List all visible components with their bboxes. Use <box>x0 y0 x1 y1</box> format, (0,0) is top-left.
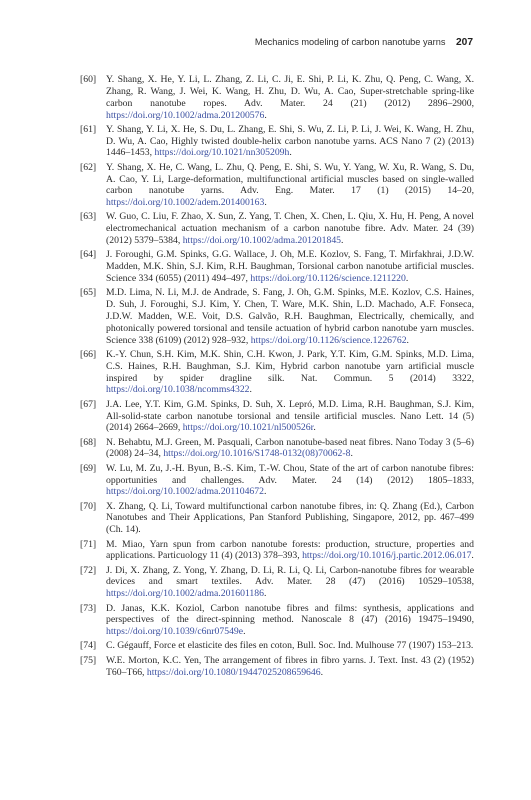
reference-end: . <box>320 666 323 678</box>
reference-text: C. Gégauff, Force et elasticite des files en coton, Bull. Soc. Ind. Mulhouse 77 (1907) 153–213. <box>106 640 474 652</box>
doi-link[interactable]: https://doi.org/10.1002/adma.201201845 <box>182 235 342 247</box>
reference-73 <box>80 603 474 639</box>
reference-text: J. Di, X. Zhang, Z. Yong, Y. Zhang, D. Li, R. Li, Q. Li, Carbon-nanotube fibres for wearable devices and smart textiles. Adv. Mater. 28 (47) (2016) 10529–10538, <box>106 564 474 588</box>
reference-text: M.D. Lima, N. Li, M.J. de Andrade, S. Fang, J. Oh, G.M. Spinks, M.E. Kozlov, C.S. Haines, D. Suh, J. Foroughi, S.J. Kim, Y. Chen, T. Ware, M.K. Shin, L.D. Machado, A.F. Fonseca, J.D.W. Madden, W.E. Voit, D.S. Galvão, R.H. Baughman, Electrically, chemically, and photonically powered torsional and tensile actuation of hybrid carbon nanotube yarn muscles. Science 338 (6109) (2012) 928–932, <box>106 287 474 346</box>
reference-text: W.E. Morton, K.C. Yen, The arrangement of fibres in fibro yarns. J. Text. Inst. 43 (2) (1952) T60–T66, <box>106 654 474 678</box>
reference-end: . <box>263 588 267 600</box>
reference-text: D. Janas, K.K. Koziol, Carbon nanotube fibres and films: synthesis, applications and perspectives of the direct-spinning method. Nanoscale 8 (47) (2016) 19475–19490, <box>106 602 474 626</box>
reference-61 <box>80 124 474 160</box>
doi-link[interactable]: https://doi.org/10.1039/c6nr07549e <box>106 626 244 638</box>
doi-link[interactable]: https://doi.org/10.1080/19447025208659646 <box>146 666 321 678</box>
reference-text: J.A. Lee, Y.T. Kim, G.M. Spinks, D. Suh, X. Lepró, M.D. Lima, R.H. Baughman, S.J. Kim, All-solid-state carbon nanotube torsional and tensile artificial muscles. Nano Lett. 14 (5) (2014) 2664–2669, <box>106 398 474 434</box>
reference-72 <box>80 565 474 601</box>
reference-number: [71] <box>80 538 97 550</box>
reference-end: . <box>406 334 409 346</box>
reference-end: . <box>264 197 267 209</box>
reference-number: [68] <box>80 436 97 448</box>
doi-link[interactable]: https://doi.org/10.1016/S1748-0132(08)70062-8 <box>163 448 351 460</box>
reference-end: . <box>249 384 252 396</box>
reference-66 <box>80 349 474 396</box>
reference-75 <box>80 655 474 679</box>
reference-74 <box>80 640 474 652</box>
reference-text: X. Zhang, Q. Li, Toward multifunctional carbon nanotube fibres, in: Q. Zhang (Ed.), Carbon Nanotubes and Their Applications, Pan Stanford Publishing, Singapore, 2012, pp. 467–499 (Ch. 14). <box>106 500 474 536</box>
doi-link[interactable]: https://doi.org/10.1002/adma.201601186 <box>106 588 264 600</box>
reference-text: Y. Shang, X. He, Y. Li, L. Zhang, Z. Li, C. Ji, E. Shi, P. Li, K. Zhu, Q. Peng, C. Wang, X. Zhang, R. Wang, J. Wei, K. Wang, H. Zhu, D. Wu, A. Cao, Super-stretchable spring-like carbon nanotube ropes. Adv. Mater. 24 (21) (2012) 2896–2900, <box>106 74 474 109</box>
reference-number: [75] <box>80 654 97 666</box>
reference-number: [70] <box>80 500 97 512</box>
reference-end: . <box>289 147 292 159</box>
reference-67 <box>80 399 474 435</box>
page-number: 207 <box>456 37 473 48</box>
reference-number: [67] <box>80 398 97 410</box>
reference-number: [69] <box>80 462 97 474</box>
reference-text: J. Foroughi, G.M. Spinks, G.G. Wallace, J. Oh, M.E. Kozlov, S. Fang, T. Mirfakhrai, J.D.W. Madden, M.K. Shin, S.J. Kim, R.H. Baughman, Torsional carbon nanotube artificial muscles. Science 334 (6055) (2011) 494–497, <box>106 249 474 285</box>
reference-list <box>80 74 474 681</box>
reference-68 <box>80 437 474 461</box>
running-title: Mechanics modeling of carbon nanotube yarns <box>254 37 446 47</box>
reference-number: [62] <box>80 161 97 173</box>
reference-end: . <box>263 486 267 498</box>
doi-link[interactable]: https://doi.org/10.1021/nn305209h <box>154 147 290 159</box>
reference-64 <box>80 249 474 285</box>
doi-link[interactable]: https://doi.org/10.1002/adma.201104672 <box>106 486 264 498</box>
doi-link[interactable]: https://doi.org/10.1002/adem.201400163 <box>106 197 265 209</box>
reference-end: . <box>471 550 474 562</box>
reference-text: Y. Shang, X. He, C. Wang, L. Zhu, Q. Peng, E. Shi, S. Wu, Y. Yang, W. Xu, R. Wang, S. Du, A. Cao, Y. Li, Large-deformation, multifunctional artificial muscles based on single-walled carbon nanotube yarns. Adv. Eng. Mater. 17 (1) (2015) 14–20, <box>106 161 474 197</box>
reference-number: [64] <box>80 249 97 261</box>
doi-link[interactable]: https://doi.org/10.1126/science.1211220 <box>250 273 406 285</box>
reference-end: . <box>243 626 246 638</box>
doi-link[interactable]: https://doi.org/10.1038/ncomms4322 <box>106 384 250 396</box>
reference-end: . <box>405 273 409 285</box>
reference-text: W. Lu, M. Zu, J.-H. Byun, B.-S. Kim, T.-W. Chou, State of the art of carbon nanotube fibres: opportunities and challenges. Adv. Mater. 24 (14) (2012) 1805–1833, <box>106 462 474 486</box>
reference-number: [66] <box>80 348 97 360</box>
reference-text: M. Miao, Yarn spun from carbon nanotube forests: production, structure, properties and applications. Particuology 11 (4) (2013) 378–393, <box>106 538 474 562</box>
doi-link[interactable]: https://doi.org/10.1016/j.partic.2012.06.017 <box>302 550 472 562</box>
reference-text: N. Behabtu, M.J. Green, M. Pasquali, Carbon nanotube-based neat fibres. Nano Today 3 (5–6) (2008) 24–34, <box>106 436 474 460</box>
reference-number: [61] <box>80 123 97 135</box>
reference-63 <box>80 211 474 247</box>
reference-number: [65] <box>80 287 97 299</box>
reference-text: W. Guo, C. Liu, F. Zhao, X. Sun, Z. Yang, T. Chen, X. Chen, L. Qiu, X. Hu, H. Peng, A novel electromechanical actuation mechanism of a carbon nanotube fibre. Adv. Mater. 24 (39) (2012) 5379–5384, <box>106 211 474 247</box>
reference-number: [72] <box>80 564 97 576</box>
reference-71 <box>80 539 474 563</box>
reference-70 <box>80 501 474 537</box>
doi-link[interactable]: https://doi.org/10.1002/adma.201200576 <box>106 109 265 121</box>
reference-65 <box>80 287 474 346</box>
reference-end: . <box>313 422 316 434</box>
reference-number: [74] <box>80 640 97 652</box>
running-head <box>80 37 473 48</box>
reference-text: K.-Y. Chun, S.H. Kim, M.K. Shin, C.H. Kwon, J. Park, Y.T. Kim, G.M. Spinks, M.D. Lima, C.S. Haines, R.H. Baughman, S.J. Kim, Hybrid carbon nanotube yarn artificial muscle inspired by spider dragline silk. Nat. Commun. 5 (2014) 3322, <box>106 348 474 384</box>
reference-end: . <box>350 448 353 460</box>
reference-60 <box>80 74 474 121</box>
reference-end: . <box>341 235 344 247</box>
reference-69 <box>80 463 474 499</box>
reference-number: [73] <box>80 602 97 614</box>
reference-text: Y. Shang, Y. Li, X. He, S. Du, L. Zhang, E. Shi, S. Wu, Z. Li, P. Li, J. Wei, K. Wang, H. Zhu, D. Wu, A. Cao, Highly twisted double-helix carbon nanotube yarns. ACS Nano 7 (2) (2013) 1446–1453, <box>106 123 474 159</box>
doi-link[interactable]: https://doi.org/10.1126/science.1226762 <box>250 334 407 346</box>
reference-number: [63] <box>80 211 97 223</box>
reference-end: . <box>264 109 267 121</box>
doi-link[interactable]: https://doi.org/10.1021/nl500526r <box>182 422 314 434</box>
reference-number: [60] <box>80 74 97 85</box>
reference-62 <box>80 162 474 209</box>
